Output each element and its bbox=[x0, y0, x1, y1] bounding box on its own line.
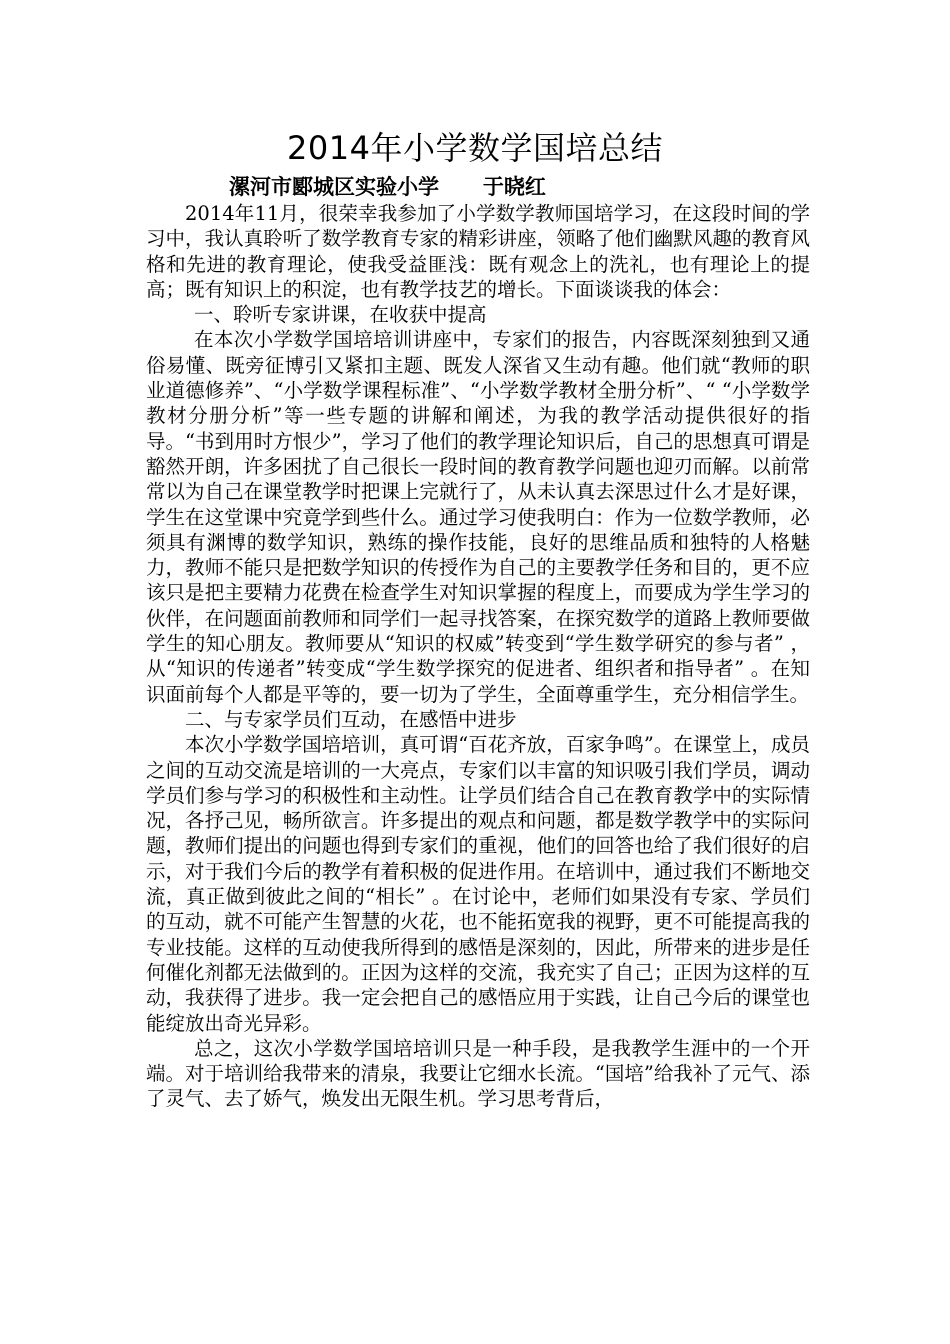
author-byline: 漯河市郾城区实验小学 于晓红 bbox=[229, 174, 546, 199]
document-title: 2014年小学数学国培总结 bbox=[287, 129, 663, 167]
conclusion-paragraph: 总之，这次小学数学国培培训只是一种手段，是我教学生涯中的一个开端。对于培训给我带来的清泉，我要让它细水长流。“国培”给我补了元气、添了灵气、去了娇气，焕发出无限生机。学习思考背后， bbox=[146, 1036, 810, 1111]
section-heading-1: 一、聆听专家讲课，在收获中提高 bbox=[194, 303, 487, 327]
section-2-paragraph: 本次小学数学国培培训，真可谓“百花齐放，百家争鸣”。在课堂上，成员之间的互动交流是培训的一大亮点，专家们以丰富的知识吸引我们学员，调动学员们参与学习的积极性和主动性。让学员们结合自己在教育教学中的实际情况，各抒己见，畅所欲言。许多提出的观点和问题，都是数学教学中的实际问题，教师们提出的问题也得到专家们的重视，他们的回答也给了我们很好的启示，对于我们今后的教学有着积极的促进作用。在培训中，通过我们不断地交流，真正做到彼此之间的“相长” 。在讨论中，老师们如果没有专家、学员们的互动，就不可能产生智慧的火花，也不能拓宽我的视野，更不可能提高我的专业技能。这样的互动使我所得到的感悟是深刻的，因此，所带来的进步是任何催化剂都无法做到的。正因为这样的交流，我充实了自己；正因为这样的互动，我获得了进步。我一定会把自己的感悟应用于实践，让自己今后的课堂也能绽放出奇光异彩。 bbox=[146, 733, 810, 1035]
document-body bbox=[146, 201, 810, 1112]
section-1-paragraph: 在本次小学数学国培培训讲座中，专家们的报告，内容既深刻独到又通俗易懂、既旁征博引又紧扣主题、既发人深省又生动有趣。他们就“教师的职业道德修养”、“小学数学课程标准”、“小学数学教材全册分析”、“ “小学数学教材分册分析”等一些专题的讲解和阐述，为我的教学活动提供很好的指导。“书到用时方恨少”，学习了他们的教学理论知识后，自己的思想真可谓是豁然开朗，许多困扰了自己很长一段时间的教育教学问题也迎刃而解。以前常常以为自己在课堂教学时把课上完就行了，从未认真去深思过什么才是好课，学生在这堂课中究竟学到些什么。通过学习使我明白：作为一位数学教师，必须具有渊博的数学知识，熟练的操作技能，良好的思维品质和独特的人格魅力，教师不能只是把数学知识的传授作为自己的主要教学任务和目的，更不应该只是把主要精力花费在检查学生对知识掌握的程度上，而要成为学生学习的伙伴，在问题面前教师和同学们一起寻找答案，在探究数学的道路上教师要做学生的知心朋友。教师要从“知识的权威”转变到“学生数学研究的参与者” ，从“知识的传递者”转变成“学生数学探究的促进者、组织者和指导者” 。在知识面前每个人都是平等的，要一切为了学生，全面尊重学生，充分相信学生。 bbox=[146, 328, 810, 706]
section-heading-2: 二、与专家学员们互动，在感悟中进步 bbox=[185, 707, 517, 731]
intro-paragraph: 2014年11月，很荣幸我参加了小学数学教师国培学习，在这段时间的学习中，我认真聆听了数学教育专家的精彩讲座，领略了他们幽默风趣的教育风格和先进的教育理论，使我受益匪浅：既有观念上的洗礼，也有理论上的提高；既有知识上的积淀，也有教学技艺的增长。下面谈谈我的体会： bbox=[146, 202, 810, 301]
